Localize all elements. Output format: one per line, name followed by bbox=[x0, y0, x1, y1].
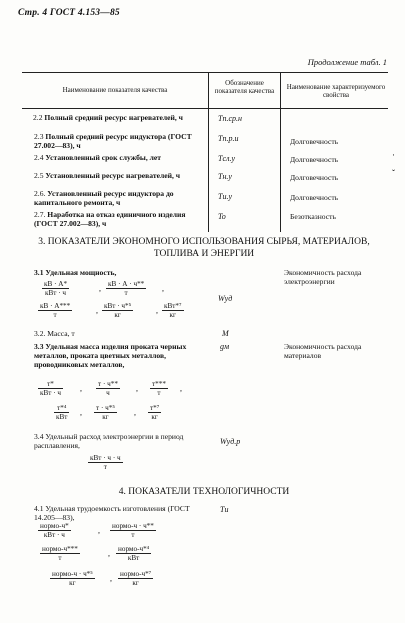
item-4-1-label: 4.1 Удельная трудоемкость изготовления (ГОСТ 14.205—83), bbox=[34, 504, 190, 522]
table-header-rule bbox=[22, 108, 388, 109]
fraction-denominator: т bbox=[58, 554, 62, 562]
page-header: Стр. 4 ГОСТ 4.153—85 bbox=[18, 8, 120, 18]
fraction bbox=[50, 570, 95, 587]
fraction bbox=[40, 545, 80, 562]
table-row bbox=[34, 113, 204, 122]
fraction-denominator: т bbox=[124, 289, 128, 297]
fraction bbox=[54, 404, 69, 421]
fraction-numerator: т*⁴ bbox=[54, 404, 69, 413]
fraction-numerator: нормо-ч · ч** bbox=[112, 522, 154, 530]
column-header-name: Наименование показателя качества bbox=[62, 86, 168, 94]
table-row bbox=[34, 210, 204, 228]
fraction bbox=[118, 570, 153, 587]
fraction-denominator: ч bbox=[106, 389, 110, 397]
fraction bbox=[110, 522, 156, 539]
fraction-denominator: кг bbox=[69, 579, 76, 587]
fraction-denominator: кг bbox=[132, 579, 139, 587]
table-row bbox=[34, 189, 204, 207]
fraction bbox=[94, 404, 117, 421]
fraction-separator: , bbox=[108, 549, 110, 558]
fraction bbox=[38, 522, 71, 539]
table-row bbox=[34, 132, 204, 150]
row-number: 2.4 bbox=[34, 153, 44, 162]
table-top-rule bbox=[22, 72, 388, 73]
fraction-numerator: нормо-ч*⁷ bbox=[120, 570, 152, 578]
row-text: Установленный срок службы, лет bbox=[45, 153, 161, 162]
row-number: 2.3 bbox=[34, 132, 44, 141]
fraction bbox=[148, 404, 161, 421]
item-4-1-symbol: Tи bbox=[220, 505, 229, 514]
item-3-1-text: 3.1 Удельная мощность, bbox=[34, 268, 117, 277]
fraction-denominator: кг bbox=[114, 311, 121, 319]
fraction-numerator: нормо-ч · ч*⁵ bbox=[52, 570, 93, 578]
row-text: Полный средний ресурс индуктора (ГОСТ 27.002—83), ч bbox=[34, 132, 192, 150]
row-number: 2.6. bbox=[34, 189, 46, 198]
row-number: 2.7. bbox=[34, 210, 46, 219]
item-3-2-symbol: M bbox=[222, 329, 229, 338]
fraction bbox=[150, 380, 168, 397]
fraction-separator: , bbox=[80, 384, 82, 393]
row-text: Полный средний ресурс нагревателей, ч bbox=[44, 113, 183, 122]
fraction-denominator: кг bbox=[102, 413, 109, 421]
fraction-denominator: кВт bbox=[56, 413, 68, 421]
fraction-numerator: кВ · А*** bbox=[40, 302, 71, 310]
table-col-rule-1 bbox=[208, 72, 209, 232]
item-3-1-label bbox=[34, 268, 204, 277]
fraction-numerator: т · ч*⁵ bbox=[96, 404, 115, 412]
fraction bbox=[102, 302, 133, 319]
fraction-denominator: кВт bbox=[127, 554, 140, 562]
item-3-2-label: 3.2. Масса, т bbox=[34, 329, 75, 338]
item-3-1-symbol: Wуд bbox=[218, 294, 233, 303]
row-text: Наработка на отказ единичного изделия (ГОСТ 27.002—83), ч bbox=[34, 210, 186, 228]
fraction-numerator: кВ · А* bbox=[44, 280, 68, 288]
row-symbol: Tп.р.и bbox=[218, 134, 239, 143]
fraction-denominator: т bbox=[157, 389, 161, 397]
table-continuation-label: Продолжение табл. 1 bbox=[307, 57, 387, 67]
table-col-rule-2 bbox=[280, 72, 281, 232]
row-symbol: Tп.ср.н bbox=[218, 114, 242, 123]
row-symbol: Tсл.у bbox=[218, 154, 236, 163]
fraction-numerator: т*⁷ bbox=[150, 404, 160, 412]
fraction-separator: , bbox=[136, 384, 138, 393]
row-number: 2.2 bbox=[33, 113, 43, 122]
fraction-numerator: т*** bbox=[152, 380, 166, 388]
fraction-numerator: кВт · ч · ч bbox=[90, 454, 121, 462]
row-symbol: To bbox=[218, 212, 226, 221]
column-header-symbol: Обозначение показателя качества bbox=[214, 79, 275, 95]
row-property: Долговечность bbox=[290, 173, 339, 182]
item-3-1-property: Экономичность расхода электроэнергии bbox=[284, 268, 362, 286]
fraction-numerator: кВт*⁷ bbox=[164, 302, 182, 310]
row-text: Установленный ресурс индуктора до капитального ремонта, ч bbox=[34, 189, 174, 207]
fraction bbox=[162, 302, 184, 319]
fraction bbox=[38, 302, 72, 319]
fraction-denominator: кг bbox=[169, 311, 176, 319]
fraction-denominator: т bbox=[131, 531, 135, 539]
margin-mark: · bbox=[392, 150, 395, 160]
fraction-numerator: нормо-ч*** bbox=[42, 545, 78, 553]
fraction-numerator: кВт · ч*⁵ bbox=[104, 302, 132, 310]
fraction-separator: , bbox=[162, 284, 164, 293]
fraction-separator: , bbox=[96, 306, 98, 315]
row-symbol: Tн.у bbox=[218, 172, 232, 181]
item-3-3-label: 3.3 Удельная масса изделия проката черных металлов, проката цветных металлов, проводниковых металлов, bbox=[34, 342, 187, 369]
fraction-numerator: т · ч** bbox=[98, 380, 118, 388]
fraction-denominator: т bbox=[103, 463, 107, 471]
fraction-separator: , bbox=[80, 408, 82, 417]
fraction-denominator: кВт · ч bbox=[43, 531, 65, 539]
row-property: Долговечность bbox=[290, 137, 339, 146]
fraction-denominator: кВт · ч bbox=[45, 289, 67, 297]
fraction bbox=[42, 280, 69, 297]
fraction-numerator: кВ · А · ч** bbox=[108, 280, 145, 288]
row-number: 2.5 bbox=[34, 171, 44, 180]
section-4-title: 4. ПОКАЗАТЕЛИ ТЕХНОЛОГИЧНОСТИ bbox=[118, 487, 290, 497]
fraction-separator: , bbox=[98, 526, 100, 535]
section-3-title: 3. ПОКАЗАТЕЛИ ЭКОНОМНОГО ИСПОЛЬЗОВАНИЯ СЫРЬЯ, МАТЕРИАЛОВ, ТОПЛИВА И ЭНЕРГИИ bbox=[38, 237, 370, 259]
item-3-3-symbol: gм bbox=[220, 342, 230, 351]
fraction-denominator: кВт · ч bbox=[40, 389, 62, 397]
fraction-separator: , bbox=[134, 408, 136, 417]
row-symbol: Tи.у bbox=[218, 192, 232, 201]
fraction-numerator: нормо-ч*⁴ bbox=[118, 545, 150, 553]
fraction-numerator: т* bbox=[38, 380, 63, 389]
fraction-denominator: т bbox=[53, 311, 57, 319]
fraction bbox=[106, 280, 146, 297]
fraction bbox=[38, 380, 63, 397]
item-3-3-property: Экономичность расхода материалов bbox=[284, 342, 362, 360]
fraction bbox=[88, 454, 123, 471]
fraction-separator: , bbox=[110, 574, 112, 583]
row-property: Долговечность bbox=[290, 155, 339, 164]
row-property: Безотказность bbox=[290, 212, 336, 221]
table-row bbox=[34, 171, 204, 180]
margin-mark: ˇ bbox=[392, 168, 395, 178]
fraction-denominator: кг bbox=[151, 413, 158, 421]
fraction-separator: , bbox=[156, 306, 158, 315]
table-row bbox=[34, 153, 204, 162]
fraction-numerator: нормо-ч* bbox=[40, 522, 69, 530]
fraction bbox=[96, 380, 120, 397]
row-text: Установленный ресурс нагревателей, ч bbox=[45, 171, 181, 180]
fraction-separator: , bbox=[180, 384, 182, 393]
item-3-4-symbol: Wуд.р bbox=[220, 437, 241, 446]
column-header-property: Наименование характеризуемого свойства bbox=[286, 83, 386, 99]
fraction-separator: , bbox=[99, 284, 101, 293]
row-property: Долговечность bbox=[290, 193, 339, 202]
fraction bbox=[116, 545, 151, 562]
item-3-4-label: 3.4 Удельный расход электроэнергии в период расплавления, bbox=[34, 432, 184, 450]
